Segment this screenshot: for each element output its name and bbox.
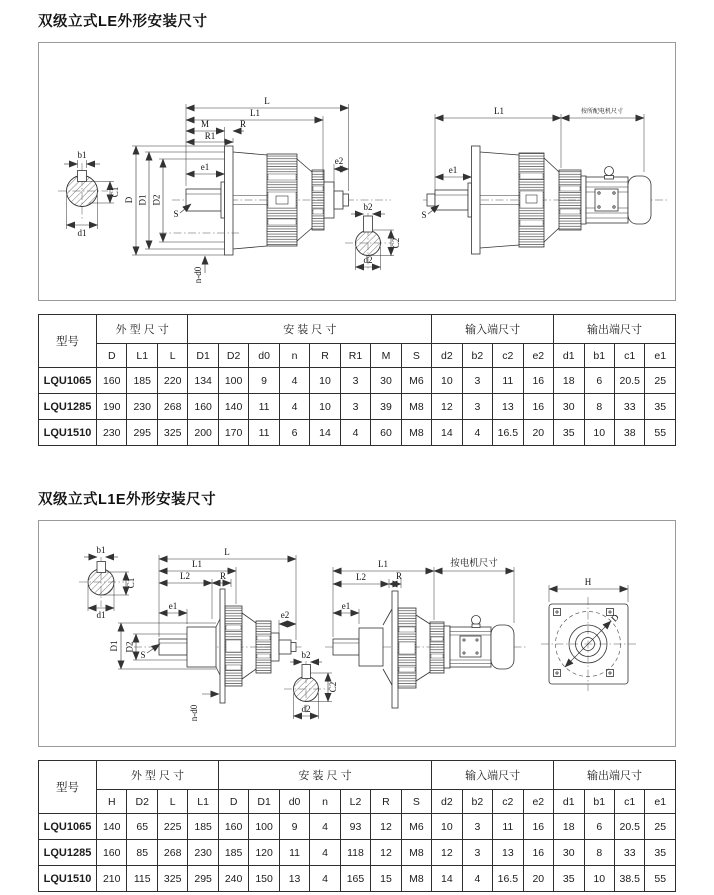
value-cell: 3 (462, 840, 492, 866)
column-header: L2 (340, 790, 370, 814)
value-cell: 160 (188, 394, 218, 420)
column-header: b1 (584, 344, 614, 368)
column-header: d2 (432, 344, 462, 368)
dim-label-D2: D2 (124, 641, 135, 653)
value-cell: 35 (645, 840, 676, 866)
column-header: L1 (127, 344, 157, 368)
value-cell: 35 (554, 866, 584, 892)
value-cell: 4 (279, 394, 309, 420)
shaft-circle (356, 231, 381, 256)
value-cell: 33 (614, 394, 644, 420)
column-header: c2 (493, 790, 523, 814)
shaft-section-b2 (345, 202, 401, 271)
value-cell: 230 (97, 420, 127, 446)
value-cell: 3 (340, 394, 370, 420)
section1-drawing-box (38, 42, 676, 301)
value-cell: 38.5 (614, 866, 644, 892)
dim-label-D: D (124, 196, 134, 204)
table-row (39, 420, 676, 446)
section2-title: 双级立式L1E外形安装尺寸 (38, 492, 217, 508)
value-cell: 30 (371, 368, 401, 394)
column-header: D2 (218, 344, 248, 368)
dim-label-H: H (584, 577, 592, 587)
column-header: M (371, 344, 401, 368)
dim-label-L: L (264, 96, 270, 106)
column-header: D (218, 790, 248, 814)
value-cell: M8 (401, 394, 431, 420)
value-cell: 150 (249, 866, 279, 892)
table-row (39, 368, 676, 394)
dim-label-e1: e1 (341, 601, 351, 611)
value-cell: 268 (157, 394, 187, 420)
value-cell: 14 (432, 420, 462, 446)
column-header: H (97, 790, 127, 814)
section1-table (38, 314, 676, 446)
value-cell: 11 (249, 420, 279, 446)
motor-flange (581, 176, 586, 224)
table-row (39, 814, 676, 840)
column-header: e1 (645, 344, 676, 368)
value-cell: 35 (554, 420, 584, 446)
value-cell: 170 (218, 420, 248, 446)
value-cell: 14 (310, 420, 340, 446)
column-header: R (310, 344, 340, 368)
shaft-section-b1 (79, 545, 136, 620)
column-group-header: 输出端尺寸 (554, 315, 676, 344)
value-cell: 295 (127, 420, 157, 446)
value-cell: 268 (157, 840, 187, 866)
value-cell: 3 (462, 368, 492, 394)
value-cell: 9 (249, 368, 279, 394)
flange-front-view (541, 577, 636, 691)
dim-label-d1: d1 (77, 228, 87, 238)
value-cell: 30 (554, 840, 584, 866)
value-cell: 93 (340, 814, 370, 840)
dim-label-D1: D1 (109, 640, 119, 652)
section1-drawing (39, 43, 675, 298)
value-cell: 16 (523, 814, 553, 840)
mounting-flange (225, 146, 234, 255)
column-header: R1 (340, 344, 370, 368)
shaft-circle (294, 677, 319, 702)
dim-label-d1: d1 (96, 610, 106, 620)
column-group-header: 安 装 尺 寸 (218, 761, 431, 790)
dim-label-d2: d2 (363, 255, 373, 265)
value-cell: 140 (97, 814, 127, 840)
column-header: d1 (554, 790, 584, 814)
value-cell: 39 (371, 394, 401, 420)
mounting-flange (220, 589, 225, 703)
dim-label-M: M (200, 119, 210, 129)
value-cell: 3 (462, 814, 492, 840)
value-cell: M8 (401, 840, 431, 866)
dim-label-e1: e1 (200, 162, 210, 172)
value-cell: 12 (432, 394, 462, 420)
dim-label-L2: L2 (356, 572, 366, 582)
section2-drawing (39, 521, 675, 744)
value-cell: 4 (310, 866, 340, 892)
column-group-header: 外 型 尺 寸 (97, 761, 219, 790)
reducer-side-view (124, 96, 391, 283)
column-header: b2 (462, 790, 492, 814)
value-cell: M8 (401, 866, 431, 892)
value-cell: 185 (188, 814, 218, 840)
column-header: D1 (249, 790, 279, 814)
model-cell: LQU1285 (39, 394, 97, 420)
dim-label-S: S (173, 209, 179, 219)
dim-label-R1: R1 (204, 131, 216, 141)
column-header: c1 (614, 344, 644, 368)
dim-label-e1: e1 (168, 601, 178, 611)
column-header: d0 (279, 790, 309, 814)
model-cell: LQU1510 (39, 420, 97, 446)
section2-drawing-box (38, 520, 676, 747)
value-cell: 10 (310, 394, 340, 420)
value-cell: 8 (584, 394, 614, 420)
value-cell: 6 (584, 368, 614, 394)
dim-label-L1: L1 (378, 559, 388, 569)
value-cell: 134 (188, 368, 218, 394)
value-cell: 185 (127, 368, 157, 394)
value-cell: 100 (218, 368, 248, 394)
value-cell: 20 (523, 866, 553, 892)
value-cell: 185 (218, 840, 248, 866)
dim-label-C2: C2 (328, 681, 338, 693)
value-cell: 8 (584, 840, 614, 866)
value-cell: 11 (249, 394, 279, 420)
table-row (39, 394, 676, 420)
value-cell: 225 (157, 814, 187, 840)
value-cell: 33 (614, 840, 644, 866)
column-group-header: 安 装 尺 寸 (188, 315, 432, 344)
dim-label-R: R (395, 571, 403, 581)
model-cell: LQU1065 (39, 814, 97, 840)
value-cell: 15 (371, 866, 401, 892)
dim-label-S: S (140, 650, 146, 660)
value-cell: 120 (249, 840, 279, 866)
mounting-flange (392, 591, 398, 708)
value-cell: 200 (188, 420, 218, 446)
value-cell: 160 (218, 814, 248, 840)
dim-label-b1: b1 (77, 150, 87, 160)
value-cell: 6 (584, 814, 614, 840)
shaft-circle (88, 569, 114, 595)
column-header: n (279, 344, 309, 368)
value-cell: 4 (462, 420, 492, 446)
column-header: D2 (127, 790, 157, 814)
value-cell: 16 (523, 368, 553, 394)
dim-label-L1: L1 (250, 108, 260, 118)
value-cell: M6 (401, 814, 431, 840)
column-header: e2 (523, 790, 553, 814)
value-cell: 25 (645, 814, 676, 840)
dim-label-e1: e1 (448, 165, 458, 175)
dim-label-R: R (239, 119, 247, 129)
value-cell: 140 (218, 394, 248, 420)
column-header: e1 (645, 790, 676, 814)
value-cell: 55 (645, 420, 676, 446)
column-header: L1 (188, 790, 218, 814)
dim-label-C1: C1 (110, 186, 120, 198)
value-cell: 190 (97, 394, 127, 420)
value-cell: 18 (554, 814, 584, 840)
value-cell: 20.5 (614, 368, 644, 394)
reducer-with-motor-view (421, 106, 667, 254)
column-header: d0 (249, 344, 279, 368)
column-header: c2 (493, 344, 523, 368)
value-cell: 4 (462, 866, 492, 892)
value-cell: 230 (188, 840, 218, 866)
value-cell: 10 (432, 814, 462, 840)
keyway (302, 665, 311, 679)
value-cell: 6 (279, 420, 309, 446)
value-cell: 4 (279, 368, 309, 394)
value-cell: 16.5 (493, 866, 523, 892)
value-cell: 10 (310, 368, 340, 394)
section1-title: 双级立式LE外形安装尺寸 (38, 14, 208, 30)
dim-label-D2: D2 (151, 194, 162, 206)
dim-label-C1: C1 (126, 577, 136, 589)
model-cell: LQU1285 (39, 840, 97, 866)
value-cell: 14 (432, 866, 462, 892)
value-cell: 20 (523, 420, 553, 446)
lifting-eye (605, 167, 614, 176)
dim-label-L2: L2 (180, 571, 190, 581)
column-header: D (97, 344, 127, 368)
value-cell: 10 (432, 368, 462, 394)
column-header: S (401, 790, 431, 814)
model-cell: LQU1065 (39, 368, 97, 394)
dim-label-b1: b1 (96, 545, 106, 555)
column-header: b2 (462, 344, 492, 368)
value-cell: 13 (493, 394, 523, 420)
model-cell: LQU1510 (39, 866, 97, 892)
keyway (78, 171, 87, 182)
value-cell: 11 (279, 840, 309, 866)
column-group-header: 输入端尺寸 (432, 761, 554, 790)
gear-stack-2 (559, 170, 581, 230)
dim-label-D: D (609, 612, 621, 624)
gear-stack-2 (256, 621, 271, 673)
value-cell: 100 (249, 814, 279, 840)
dim-label-L1: L1 (494, 106, 504, 116)
value-cell: 25 (645, 368, 676, 394)
column-header: d1 (554, 344, 584, 368)
shaft-section-b2 (284, 650, 338, 719)
value-cell: 9 (279, 814, 309, 840)
table-row (39, 866, 676, 892)
value-cell: 16 (523, 394, 553, 420)
lifting-eye (472, 616, 481, 625)
value-cell: 220 (157, 368, 187, 394)
dim-label-b2: b2 (301, 650, 311, 660)
keyway (97, 562, 106, 573)
value-cell: 85 (127, 840, 157, 866)
value-cell: 65 (127, 814, 157, 840)
value-cell: 4 (310, 840, 340, 866)
motor-end-cap (491, 625, 514, 669)
column-header: L (157, 790, 187, 814)
value-cell: 295 (188, 866, 218, 892)
motor-flange (444, 626, 450, 668)
reducer-with-motor-view (325, 557, 527, 708)
value-cell: 4 (340, 420, 370, 446)
dim-label-e2: e2 (334, 156, 344, 166)
value-cell: 325 (157, 420, 187, 446)
column-group-header: 输出端尺寸 (554, 761, 676, 790)
value-cell: 210 (97, 866, 127, 892)
column-header: d2 (432, 790, 462, 814)
value-cell: 18 (554, 368, 584, 394)
value-cell: 11 (493, 368, 523, 394)
value-cell: 3 (462, 394, 492, 420)
model-column-header: 型号 (39, 315, 97, 368)
value-cell: 38 (614, 420, 644, 446)
value-cell: 3 (340, 368, 370, 394)
column-group-header: 外 型 尺 寸 (97, 315, 188, 344)
value-cell: 12 (432, 840, 462, 866)
value-cell: 165 (340, 866, 370, 892)
column-header: c1 (614, 790, 644, 814)
motor-size-note: 按电机尺寸 (450, 558, 498, 569)
table-row (39, 840, 676, 866)
value-cell: 20.5 (614, 814, 644, 840)
value-cell: M8 (401, 420, 431, 446)
dim-label-S: S (421, 210, 427, 220)
mounting-flange (472, 146, 481, 254)
value-cell: 160 (97, 840, 127, 866)
dim-label-L: L (224, 547, 230, 557)
dim-label-nd0: n-d0 (189, 704, 199, 722)
value-cell: 325 (157, 866, 187, 892)
dim-label-D1: D1 (137, 194, 148, 206)
model-column-header: 型号 (39, 761, 97, 814)
value-cell: M6 (401, 368, 431, 394)
value-cell: 10 (584, 420, 614, 446)
value-cell: 11 (493, 814, 523, 840)
value-cell: 30 (554, 394, 584, 420)
gear-stack-2 (430, 622, 444, 673)
value-cell: 60 (371, 420, 401, 446)
value-cell: 10 (584, 866, 614, 892)
keyway (364, 216, 373, 232)
section2-table (38, 760, 676, 892)
column-group-header: 输入端尺寸 (432, 315, 554, 344)
motor-end-cap (628, 176, 651, 224)
value-cell: 230 (127, 394, 157, 420)
value-cell: 4 (310, 814, 340, 840)
dim-label-L1: L1 (192, 559, 202, 569)
value-cell: 160 (97, 368, 127, 394)
column-header: n (310, 790, 340, 814)
value-cell: 115 (127, 866, 157, 892)
value-cell: 240 (218, 866, 248, 892)
dim-label-C2: C2 (391, 237, 401, 249)
value-cell: 35 (645, 394, 676, 420)
value-cell: 13 (279, 866, 309, 892)
dim-label-d2: d2 (301, 704, 311, 714)
column-header: e2 (523, 344, 553, 368)
shaft-section-b1 (58, 150, 120, 238)
column-header: R (371, 790, 401, 814)
value-cell: 16 (523, 840, 553, 866)
value-cell: 55 (645, 866, 676, 892)
dim-label-b2: b2 (363, 202, 373, 212)
reducer-side-view (109, 547, 304, 721)
column-header: S (401, 344, 431, 368)
gear-stack-2 (312, 170, 324, 230)
dim-label-R: R (219, 571, 227, 581)
column-header: D1 (188, 344, 218, 368)
column-header: b1 (584, 790, 614, 814)
dim-label-nd0: n-d0 (193, 266, 203, 284)
column-header: L (157, 344, 187, 368)
value-cell: 16.5 (493, 420, 523, 446)
value-cell: 12 (371, 814, 401, 840)
dim-label-e2: e2 (280, 610, 290, 620)
motor-size-note: 按所配电机尺寸 (580, 109, 624, 115)
value-cell: 118 (340, 840, 370, 866)
value-cell: 13 (493, 840, 523, 866)
value-cell: 12 (371, 840, 401, 866)
